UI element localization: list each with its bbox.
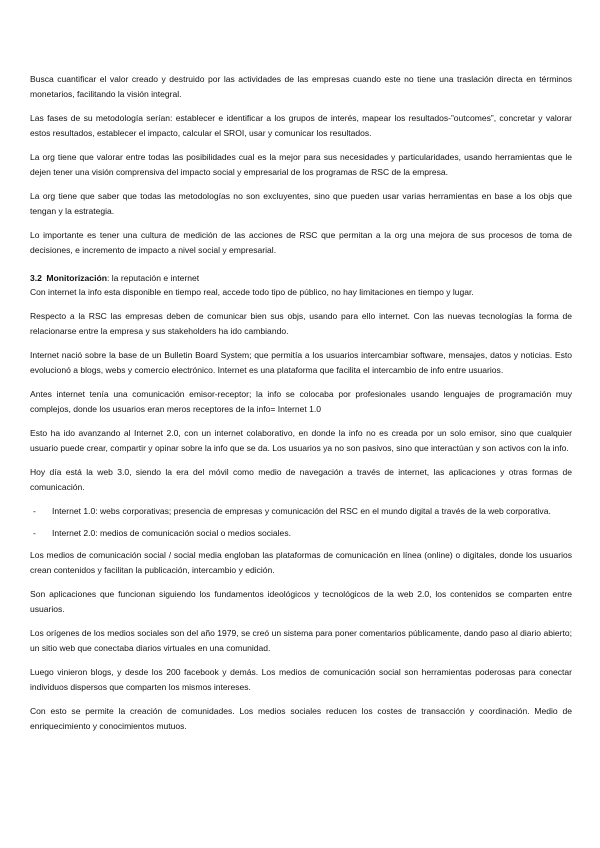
paragraph: La org tiene que saber que todas las metodologías no son excluyentes, sino que pueden usar varias herramientas en base a los objs que tengan y la estrategia. xyxy=(30,191,572,216)
paragraph: Luego vinieron blogs, y desde los 200 facebook y demás. Los medios de comunicación social son herramientas poderosas para conectar individuos dispersos que comparten los mismos intereses. xyxy=(30,667,572,692)
section-title-rest: : la reputación e internet xyxy=(106,273,200,283)
list-marker: - xyxy=(33,528,36,538)
paragraph: Respecto a la RSC las empresas deben de comunicar bien sus objs, usando para ello internet. Con las nuevas tecnologías la forma de relacionarse entre la empresa y sus stakeholders ha ido cambiando. xyxy=(30,311,572,336)
paragraph: Los orígenes de los medios sociales son del año 1979, se creó un sistema para poner comentarios públicamente, dando paso al diario abierto; un sitio web que conectaba diarios virtuales en una comunidad. xyxy=(30,628,572,653)
paragraph: Las fases de su metodología serían: establecer e identificar a los grupos de interés, mapear los resultados-”outcomes”, concretar y valorar estos resultados, establecer el impacto, calcular el SROI, usar y comunicar los resultados. xyxy=(30,113,572,138)
list-item xyxy=(30,504,572,519)
paragraph: Busca cuantificar el valor creado y destruido por las actividades de las empresas cuando este no tiene una traslación directa en términos monetarios, facilitando la visión integral. xyxy=(30,74,572,99)
paragraph: Esto ha ido avanzando al Internet 2.0, con un internet colaborativo, en donde la info no es creada por un solo emisor, sino que cualquier usuario puede crear, compartir y opinar sobre la info que se da. Los usuarios ya no son pasivos, sino que interactúan y son activos con la info. xyxy=(30,428,572,453)
paragraph: Internet nació sobre la base de un Bulletin Board System; que permitía a los usuarios intercambiar software, mensajes, datos y noticias. Esto evolucionó a blogs, webs y comercio electrónico. Internet es una plataforma que facilita el intercambio de info entre usuarios. xyxy=(30,350,572,375)
paragraph: Hoy día está la web 3.0, siendo la era del móvil como medio de navegación a través de internet, las aplicaciones y otras formas de comunicación. xyxy=(30,467,572,492)
section-number: 3.2 xyxy=(30,273,42,283)
section-title-bold: Monitorización xyxy=(46,273,107,283)
section-heading xyxy=(30,272,572,285)
paragraph: Los medios de comunicación social / social media engloban las plataformas de comunicación en línea (online) o digitales, donde los usuarios crean contenidos y facilitan la publicación, intercambio y edición. xyxy=(30,550,572,575)
list-marker: - xyxy=(33,506,36,516)
paragraph: Con internet la info esta disponible en tiempo real, accede todo tipo de público, no hay limitaciones en tiempo y lugar. xyxy=(30,287,474,297)
bullet-list xyxy=(30,504,572,541)
list-item-text: Internet 2.0: medios de comunicación social o medios sociales. xyxy=(52,528,291,538)
paragraph: Lo importante es tener una cultura de medición de las acciones de RSC que permitan a la org una mejora de sus procesos de toma de decisiones, e incremento de impacto a nivel social y empresarial. xyxy=(30,230,572,255)
paragraph: Antes internet tenía una comunicación emisor-receptor; la info se colocaba por profesionales usando lenguajes de programación muy complejos, donde los usuarios eran meros receptores de la info= Internet 1.0 xyxy=(30,389,572,414)
paragraph: La org tiene que valorar entre todas las posibilidades cual es la mejor para sus necesidades y particularidades, usando herramientas que le dejen tener una visión comprensiva del impacto social y empresarial de los programas de RSC de la empresa. xyxy=(30,152,572,177)
list-item xyxy=(30,526,572,541)
paragraph: Con esto se permite la creación de comunidades. Los medios sociales reducen los costes de transacción y coordinación. Medio de enriquecimiento y conocimientos mutuos. xyxy=(30,706,572,731)
list-item-text: Internet 1.0: webs corporativas; presencia de empresas y comunicación del RSC en el mundo digital a través de la web corporativa. xyxy=(52,506,551,516)
paragraph: Son aplicaciones que funcionan siguiendo los fundamentos ideológicos y tecnológicos de la web 2.0, los contenidos se comparten entre usuarios. xyxy=(30,589,572,614)
